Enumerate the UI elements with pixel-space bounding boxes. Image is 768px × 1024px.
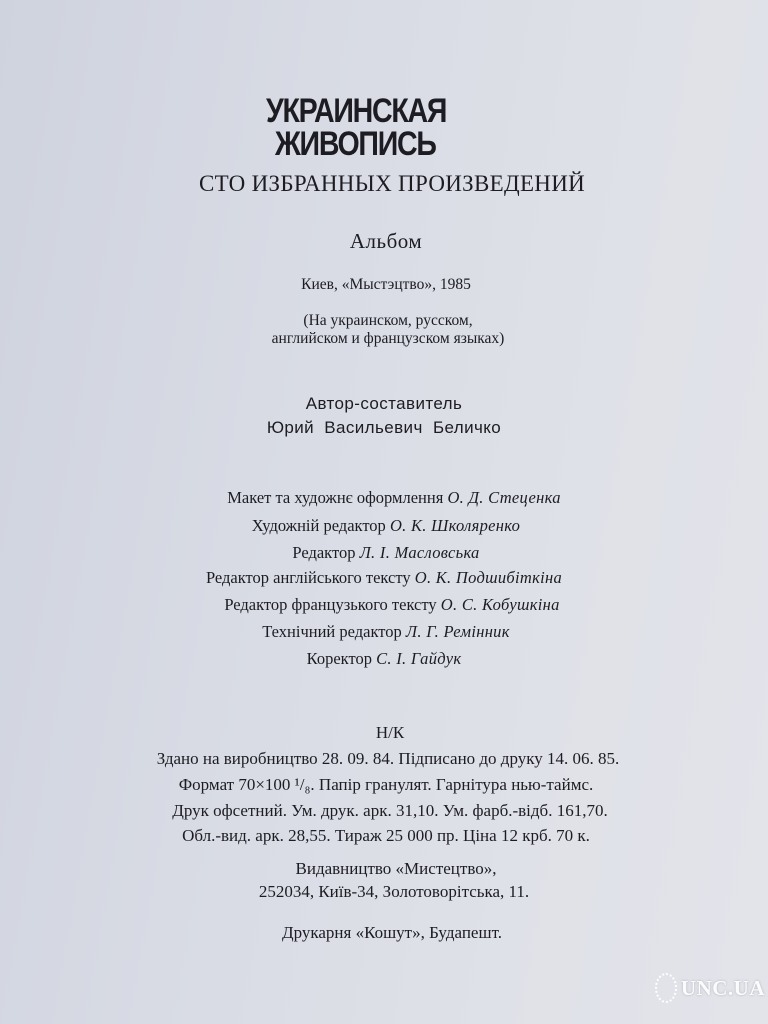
imprint-line-3: Друк офсетний. Ум. друк. арк. 31,10. Ум. фарб.-відб. 161,70.: [172, 801, 608, 820]
credit-role: Редактор: [292, 543, 356, 562]
credit-role: Редактор англійського тексту: [205, 568, 411, 587]
credit-role: Художній редактор: [251, 516, 386, 535]
credit-name: О. К. Школяренко: [389, 516, 521, 535]
credit-line: [2, 622, 768, 642]
languages-line-2: английском и французском языках): [271, 330, 505, 347]
credit-name: О. К. Подшибіткіна: [414, 568, 563, 587]
publisher-name: Видавництво «Мистецтво»,: [295, 859, 497, 878]
credit-line: [2, 516, 768, 536]
book-type: Альбом: [349, 229, 423, 253]
book-title-line-1: УКРАИНСКАЯ: [266, 92, 447, 130]
publisher-address: 252034, Київ-34, Золотоворітська, 11.: [258, 882, 530, 901]
credit-role: Технічний редактор: [262, 622, 402, 641]
credit-line: [2, 543, 768, 563]
credit-name: О. Д. Стеценка: [447, 488, 561, 507]
book-title-line-2: ЖИВОПИСЬ: [275, 125, 436, 163]
sun-emblem-icon: [655, 973, 677, 1003]
credit-name: Л. Г. Ремінник: [405, 622, 510, 641]
credit-line: [8, 595, 768, 615]
imprint-line-1: Здано на виробництво 28. 09. 84. Підписано до друку 14. 06. 85.: [156, 749, 620, 768]
book-subtitle: СТО ИЗБРАННЫХ ПРОИЗВЕДЕНИЙ: [198, 171, 586, 196]
languages-line-1: (На украинском, русском,: [303, 312, 473, 329]
credit-line: [0, 568, 768, 588]
credit-name: Л. І. Масловська: [359, 543, 480, 562]
credit-line: [0, 649, 768, 669]
credit-line: [10, 488, 768, 508]
site-watermark: [655, 968, 765, 1008]
author-name: Юрий Васильевич Беличко: [266, 418, 502, 437]
credit-name: С. І. Гайдук: [376, 649, 462, 668]
imprint-code: Н/К: [375, 723, 405, 742]
credit-role: Коректор: [306, 649, 372, 668]
imprint-line-4: Обл.-вид. арк. 28,55. Тираж 25 000 пр. Ціна 12 крб. 70 к.: [182, 826, 590, 845]
publisher-year-line: Киев, «Мыстэцтво», 1985: [301, 276, 471, 293]
credit-role: Макет та художнє оформлення: [227, 488, 444, 507]
printer-line: Друкарня «Кошут», Будапешт.: [282, 923, 502, 942]
author-role: Автор-составитель: [305, 394, 463, 413]
imprint-line-2: Формат 70×100 ¹/₈. Папір гранулят. Гарнітура нью-таймс.: [178, 775, 594, 794]
watermark-text: UNC.UA: [680, 975, 765, 1000]
credit-name: О. С. Кобушкіна: [440, 595, 560, 614]
credit-role: Редактор французького тексту: [224, 595, 437, 614]
